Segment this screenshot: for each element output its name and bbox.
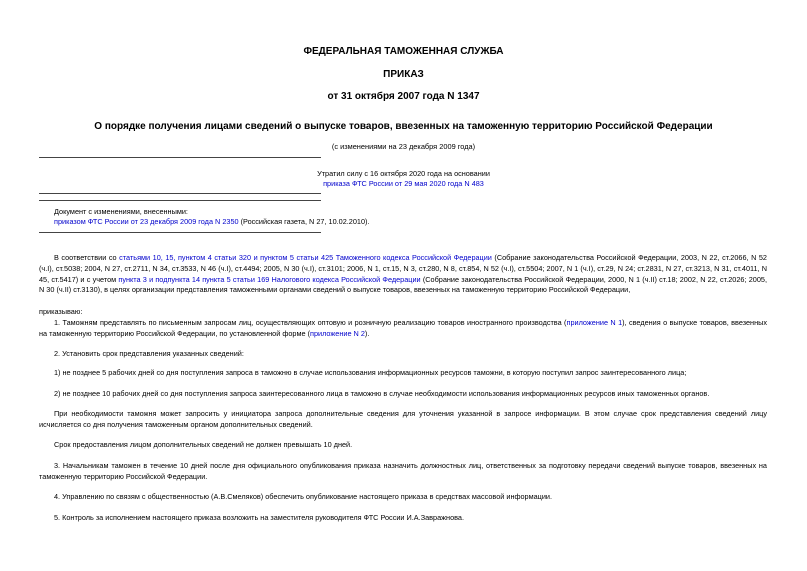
item-1 (39, 318, 767, 340)
organization-heading: ФЕДЕРАЛЬНАЯ ТАМОЖЕННАЯ СЛУЖБА (303, 46, 504, 57)
appendix-1-link[interactable]: приложение N 1 (566, 318, 623, 327)
preamble-text: (Собрание законодательства Российской Федерации, 2000, N 1 (ч.II) ст.18; 2002, N 22, ст.2026; 2005, N 30 (ч.II) ст.3130), в целях организации представления таможенными органами сведений о выпуске товаров, ввезенных на таможенную территорию Российской Федерации, (39, 274, 767, 295)
divider (39, 232, 321, 233)
item-2-subitem-2: 2) не позднее 10 рабочих дней со дня поступления запроса заинтересованного лица в таможню в случае необходимости использования информационных ресурсов иных таможенных органов. (54, 389, 710, 398)
changes-label: Документ с изменениями, внесенными: (54, 207, 188, 216)
customs-code-link[interactable]: статьями 10, 15, пунктом 4 статьи 320 и пунктом 5 статьи 425 Таможенного кодекса Российской Федерации (119, 253, 492, 262)
order-word: приказываю: (39, 307, 83, 316)
preamble-paragraph (39, 253, 767, 296)
item-4: 4. Управлению по связям с общественностью (А.В.Смеляков) обеспечить опубликование настоящего приказа в средствах массовой информации. (54, 492, 553, 501)
item-2-subitem-1: 1) не позднее 5 рабочих дней со дня поступления запроса в таможню в случае использования информационных ресурсов таможни, в которую поступил запрос заинтересованного лица; (54, 368, 687, 377)
item-2-note: При необходимости таможня может запросить у инициатора запроса дополнительные сведения для уточнения указанной в запросе информации. В этом случае срок представления сведений лицу исчисляется со дня получения таможенным органом дополнительных сведений. (39, 409, 767, 429)
divider (39, 157, 321, 158)
document-title: О порядке получения лицами сведений о выпуске товаров, ввезенных на таможенную территорию Российской Федерации (94, 121, 713, 132)
item-2: 2. Установить срок представления указанных сведений: (54, 349, 244, 358)
item-5: 5. Контроль за исполнением настоящего приказа возложить на заместителя руководителя ФТС России И.А.Завражнова. (54, 513, 465, 522)
preamble-text: (Собрание законодательства Российской Федерации, 2003, N 22, ст.2066, N 52 (ч.I), ст.5038; 2004, N 27, ст.2711, N 34, ст.3533, N 46 (ч.I), ст.4494; 2005, N 30 (ч.I), ст.3101; 2006, N 1, ст.15, N 3, ст.280, N 8, ст.854, N 52 (ч.I), ст.5504; 2007, N 1 (ч.I), ст.29, N 24; ст.2831, N 27, ст.3213, N 31, ст.4011, N 45, ст.5417) и с учетом (39, 253, 767, 284)
preamble-text: В соответствии со (54, 253, 120, 262)
repeal-order-link[interactable]: приказа ФТС России от 29 мая 2020 года N 483 (323, 179, 484, 188)
tax-code-link[interactable]: пункта 3 и подпункта 14 пункта 5 статьи 169 Налогового кодекса Российской Федерации (118, 274, 421, 284)
divider (39, 193, 321, 194)
item-2-deadline: Срок предоставления лицом дополнительных сведений не должен превышать 10 дней. (54, 440, 353, 449)
document-date-heading: от 31 октября 2007 года N 1347 (327, 91, 480, 102)
item-1-text: 1. Таможням представлять по письменным запросам лиц, осуществляющих оптовую и розничную реализацию товаров иностранного производства ( (54, 318, 567, 327)
document-type-heading: ПРИКАЗ (383, 69, 424, 80)
changes-line (54, 217, 370, 227)
status-text: Утратил силу с 16 октября 2020 года на основании (317, 169, 490, 178)
item-1-text: ). (364, 328, 370, 338)
changes-source: (Российская газета, N 27, 10.02.2010). (238, 217, 370, 226)
item-1-text: ), сведения о выпуске товаров, ввезенных на таможенную территорию Российской Федерации, по установленной форме ( (39, 318, 768, 338)
amending-order-link[interactable]: приказом ФТС России от 23 декабря 2009 года N 2350 (54, 217, 239, 226)
amendments-note: (с изменениями на 23 декабря 2009 года) (331, 142, 476, 151)
appendix-2-link[interactable]: приложение N 2 (310, 328, 365, 338)
divider (39, 200, 321, 201)
item-3: 3. Начальникам таможен в течение 10 дней после дня официального опубликования приказа назначить должностных лиц, ответственных за подготовку передачи сведений выпуске товаров, ввезенных на таможенную территорию Российской Федерации. (39, 461, 767, 481)
status-link-wrap (0, 179, 807, 189)
